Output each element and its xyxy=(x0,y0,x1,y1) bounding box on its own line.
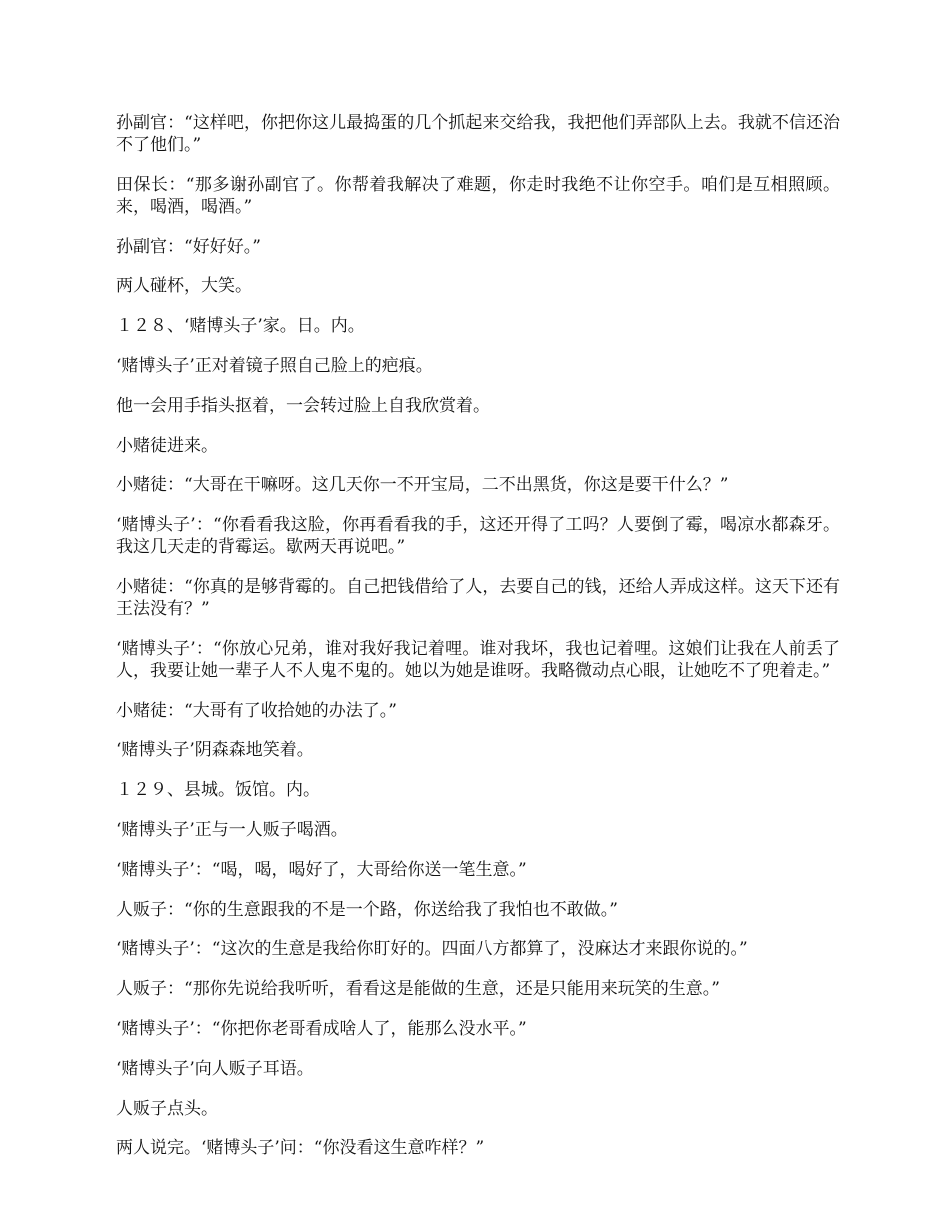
paragraph: ‘赌博头子’阴森森地笑着。 xyxy=(116,740,314,761)
paragraph: 田保长：“那多谢孙副官了。你帮着我解决了难题，你走时我绝不让你空手。咱们是互相照顾。来，喝酒，喝酒。” xyxy=(116,174,840,217)
paragraph: ‘赌博头子’：“这次的生意是我给你盯好的。四面八方都算了，没麻达才来跟你说的。” xyxy=(116,939,748,960)
paragraph: ‘赌博头子’：“你把你老哥看成啥人了，能那么没水平。” xyxy=(116,1018,527,1039)
paragraph: 人贩子：“那你先说给我听听，看看这是能做的生意，还是只能用来玩笑的生意。” xyxy=(116,979,720,1000)
paragraph: 孙副官：“好好好。” xyxy=(116,236,261,257)
paragraph: ‘赌博头子’：“你放心兄弟，谁对我好我记着哩。谁对我坏，我也记着哩。这娘们让我在人前丢了人，我要让她一辈子人不人鬼不鬼的。她以为她是谁呀。我略微动点心眼，让她吃不了兜着走。” xyxy=(116,638,840,681)
paragraph: ‘赌博头子’向人贩子耳语。 xyxy=(116,1058,314,1079)
paragraph: ‘赌博头子’正对着镜子照自己脸上的疤痕。 xyxy=(116,355,433,376)
paragraph: 两人碰杯，大笑。 xyxy=(116,276,252,297)
paragraph: 人贩子点头。 xyxy=(116,1098,218,1119)
paragraph: 小赌徒：“你真的是够背霉的。自己把钱借给了人，去要自己的钱，还给人弄成这样。这天下还有王法没有？” xyxy=(116,576,840,619)
scene-heading: １２９、县城。饭馆。内。 xyxy=(116,780,320,801)
paragraph: 两人说完。‘赌博头子’问：“你没看这生意咋样？” xyxy=(116,1138,485,1159)
paragraph: ‘赌博头子’：“你看看我这脸，你再看看我的手，这还开得了工吗？人要倒了霉，喝凉水都森牙。我这几天走的背霉运。歇两天再说吧。” xyxy=(116,515,840,558)
paragraph: ‘赌博头子’：“喝，喝，喝好了，大哥给你送一笔生意。” xyxy=(116,859,527,880)
paragraph: 孙副官：“这样吧，你把你这儿最捣蛋的几个抓起来交给我，我把他们弄部队上去。我就不信还治不了他们。” xyxy=(116,113,840,155)
paragraph: 人贩子：“你的生意跟我的不是一个路，你送给我了我怕也不敢做。” xyxy=(116,899,618,920)
paragraph: 小赌徒：“大哥在干嘛呀。这几天你一不开宝局，二不出黑货，你这是要干什么？” xyxy=(116,475,729,496)
paragraph: 小赌徒：“大哥有了收拾她的办法了。” xyxy=(116,700,397,721)
paragraph: 他一会用手指头抠着，一会转过脸上自我欣赏着。 xyxy=(116,395,490,416)
paragraph: ‘赌博头子’正与一人贩子喝酒。 xyxy=(116,819,348,840)
scene-heading: １２８、‘赌博头子’家。日。内。 xyxy=(116,316,365,337)
paragraph: 小赌徒进来。 xyxy=(116,435,218,456)
